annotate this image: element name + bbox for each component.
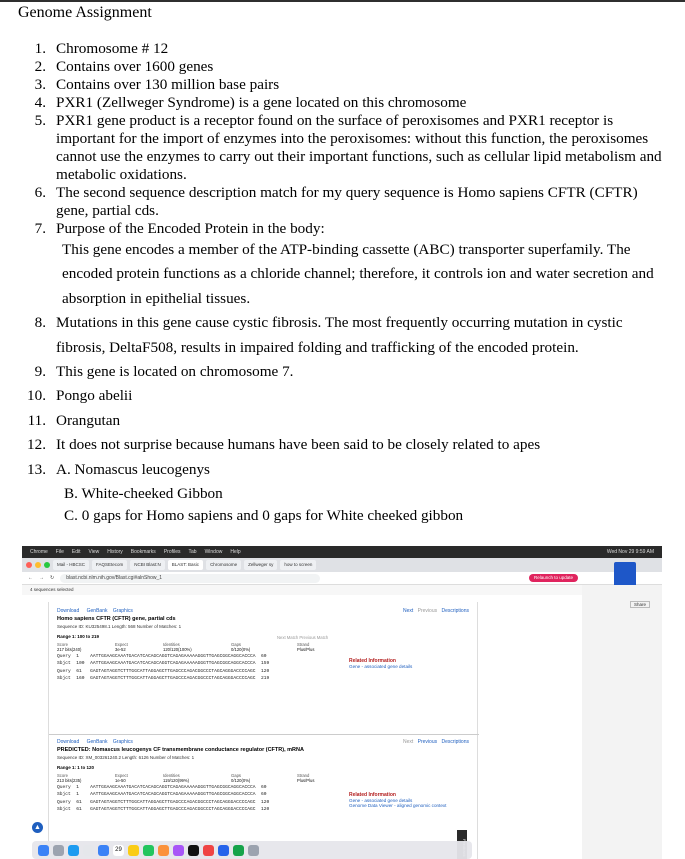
minimize-window-icon[interactable] xyxy=(35,562,41,568)
match-nav[interactable]: Next Match Previous Match xyxy=(277,635,329,640)
genbank-link[interactable]: GenBank xyxy=(86,608,108,614)
url-field[interactable]: blast.ncbi.nlm.nih.gov/Blast.cgi#alnShow_1 xyxy=(60,574,320,583)
back-icon[interactable]: ← xyxy=(28,575,33,581)
hit-nav xyxy=(403,608,469,614)
alignment-line: Query 61 GAGTAGTAGGTCTTTGGCATTAGGAGCTTGAGCCCAGACGGCCCTAGCAGGGACCCCAGC 120 xyxy=(57,800,270,806)
menu-item[interactable]: History xyxy=(107,549,123,555)
document-title: Genome Assignment xyxy=(18,4,152,21)
browser-tab[interactable]: NCBI Blast:N xyxy=(130,560,165,570)
hit-nav xyxy=(403,739,469,745)
right-panel xyxy=(582,585,662,859)
embedded-screenshot xyxy=(22,546,662,859)
reload-icon[interactable]: ↻ xyxy=(50,575,55,581)
graphics-link[interactable]: Graphics xyxy=(112,608,133,614)
divider xyxy=(49,734,479,735)
mac-dock xyxy=(32,841,472,859)
descriptions-link[interactable]: Descriptions xyxy=(441,739,469,745)
news-icon[interactable] xyxy=(203,845,214,856)
hit-meta: Sequence ID: KU325498.1 Length: 568 Number of Matches: 1 xyxy=(57,624,182,629)
hit-meta: Sequence ID: XM_003261240.2 Length: 6126 Number of Matches: 1 xyxy=(57,755,195,760)
list-item: 5. PXR1 gene product is a receptor found on the surface of peroxisomes and PXR1 receptor is important for the import of enzymes into the peroxisomes: without this function, the peroxisomes cannot use the enzymes to carry out their important functions, such as cellular lipid metabolism and metabolic oxidations. xyxy=(34,112,662,183)
menu-item[interactable]: Edit xyxy=(71,549,81,555)
range-label: Range 1: 1 to 120 xyxy=(57,765,95,770)
browser-tab[interactable]: Chromosome xyxy=(206,560,241,570)
menu-item[interactable]: Help xyxy=(230,549,241,555)
relaunch-button[interactable]: Relaunch to update xyxy=(529,574,578,582)
share-button[interactable]: Share xyxy=(630,601,650,608)
related-link[interactable]: Gene - associated gene details xyxy=(349,798,413,803)
list-item: 9. This gene is located on chromosome 7. xyxy=(34,363,294,381)
stats-values: 217 bits(240) 3e-52 120/120(100%) 0/120(0%) Plus/Plus xyxy=(57,647,315,652)
chrome-icon[interactable] xyxy=(83,845,94,856)
mac-menubar xyxy=(22,546,662,558)
list-item: 1. Chromosome # 12 xyxy=(34,40,169,57)
menu-item[interactable]: Window xyxy=(204,549,223,555)
alignment-line: Query 1 AATTGGAAGCAAATGACATCACAGCAGGTCAGAGAAAAAGGGTTGAGCGGCAGGCACCCA 60 xyxy=(57,785,267,790)
tv-icon[interactable] xyxy=(188,845,199,856)
browser-tab-active[interactable]: BLAST: Basic xyxy=(168,560,203,570)
excel-icon[interactable] xyxy=(233,845,244,856)
related-information: Related Information Gene - associated gene details Genome Data Viewer - aligned genomic context xyxy=(349,792,459,808)
download-link[interactable]: Download xyxy=(57,739,80,745)
alignment-block xyxy=(57,608,471,682)
menu-item[interactable]: Bookmarks xyxy=(130,549,156,555)
messages-icon[interactable] xyxy=(143,845,154,856)
launchpad-icon[interactable] xyxy=(53,845,64,856)
hit-title: Homo sapiens CFTR (CFTR) gene, partial cds xyxy=(57,616,176,622)
menu-item[interactable]: View xyxy=(88,549,100,555)
hit-title: PREDICTED: Nomascus leucogenys CF transmembrane conductance regulator (CFTR), mRNA xyxy=(57,747,304,753)
previous-link[interactable]: Previous xyxy=(417,739,438,745)
browser-tab[interactable]: Mail - HBCSC xyxy=(53,560,89,570)
descriptions-link[interactable]: Descriptions xyxy=(441,608,469,614)
menu-item[interactable]: Profiles xyxy=(163,549,181,555)
photos-icon[interactable] xyxy=(158,845,169,856)
list-item: 8. Mutations in this gene cause cystic fibrosis. The most frequently occurring mutation in cystic fibrosis, DeltaF508, results in impaired folding and trafficking of the encoded protein. xyxy=(34,314,623,356)
maximize-window-icon[interactable] xyxy=(44,562,50,568)
related-link[interactable]: Gene - associated gene details xyxy=(349,664,413,669)
list-item: 3. Contains over 130 million base pairs xyxy=(34,76,280,93)
list-item: 13. A. Nomascus leucogenys xyxy=(27,460,210,478)
range-label: Range 1: 100 to 219 xyxy=(57,634,100,639)
safari-icon[interactable] xyxy=(68,845,79,856)
browser-tab[interactable]: FAQSEtecom xyxy=(92,560,127,570)
list-item: 11. Orangutan xyxy=(27,411,121,429)
podcasts-icon[interactable] xyxy=(173,845,184,856)
word-icon[interactable] xyxy=(218,845,229,856)
list-item: 2. Contains over 1600 genes xyxy=(34,58,214,75)
close-window-icon[interactable] xyxy=(26,562,32,568)
clock: Wed Nov 29 9:59 AM xyxy=(606,549,654,555)
list-item: 12. It does not surprise because humans have been said to be closely related to apes xyxy=(27,436,541,454)
stats-header: Score Expect Identities Gaps Strand xyxy=(57,642,310,647)
scroll-up-icon[interactable]: ▲ xyxy=(32,822,43,833)
browser-tabbar xyxy=(22,558,662,572)
list-subitem: B. White-cheeked Gibbon xyxy=(64,485,223,503)
stats-header: Score Expect Identities Gaps Strand xyxy=(57,773,310,778)
genbank-link[interactable]: GenBank xyxy=(86,739,108,745)
related-link[interactable]: Genome Data Viewer - aligned genomic context xyxy=(349,803,447,808)
previous-link[interactable]: Previous xyxy=(417,608,438,614)
trash-icon[interactable] xyxy=(248,845,259,856)
calendar-icon[interactable]: 29 xyxy=(113,845,124,856)
browser-tab[interactable]: how to screen xyxy=(280,560,316,570)
forward-icon[interactable]: → xyxy=(39,575,44,581)
list-item: 7. Purpose of the Encoded Protein in the body: xyxy=(34,220,325,237)
assignment-list xyxy=(22,40,667,526)
notes-icon[interactable] xyxy=(128,845,139,856)
list-item: 10. Pongo abelii xyxy=(27,387,133,405)
list-subitem: C. 0 gaps for Homo sapiens and 0 gaps for White cheeked gibbon xyxy=(64,507,464,525)
protein-purpose-text: This gene encodes a member of the ATP-binding cassette (ABC) transporter superfamily. The encoded protein functions as a chloride channel; therefore, it controls ion and water secretion and absorption in epithelial tissues. xyxy=(62,241,654,307)
menu-item[interactable]: Tab xyxy=(188,549,197,555)
related-information: Related Information Gene - associated gene details xyxy=(349,658,459,669)
menu-item[interactable]: File xyxy=(55,549,64,555)
stats-values: 213 bits(235) 1e-50 119/120(99%) 0/120(0%) Plus/Plus xyxy=(57,778,315,783)
browser-tab[interactable]: Zellweger sy xyxy=(244,560,277,570)
selection-bar: 4 sequences selected xyxy=(22,585,582,595)
alignment-line: Sbjct 160 GAGTAGTAGGTCTTTGGCATTAGGAGCTTGAGCCCAGACGGCCCTAGCAGGGACCCCAGC 219 xyxy=(57,675,270,681)
list-item: 4. PXR1 (Zellweger Syndrome) is a gene located on this chromosome xyxy=(34,94,467,111)
alignment-line: Sbjct 1 AATTGGAAGCAAATGACATCACAGCAGGTCAGAGAAAAAGGGTTGAGCGGCAGGCACCCA 60 xyxy=(57,791,267,797)
alignment-line: Sbjct 100 AATTGGAAGCAAATGACATCACAGCAGGTCAGAGAAAAAGGGTTGAGCGGCAGGCACCCA 159 xyxy=(57,660,270,666)
address-bar-row xyxy=(22,572,662,585)
alignment-line: Query 61 GAGTAGTAGGTCTTTGGCATTAGGAGCTTGAGCCCAGACGGCCCTAGCAGGGACCCCAGC 120 xyxy=(57,669,270,675)
graphics-link[interactable]: Graphics xyxy=(112,739,133,745)
blast-results-page xyxy=(48,602,478,859)
download-link[interactable]: Download xyxy=(57,608,80,614)
mail-icon[interactable] xyxy=(98,845,109,856)
alignment-line: Query 1 AATTGGAAGCAAATGACATCACAGCAGGTCAGAGAAAAAGGGTTGAGCGGCAGGCACCCA 60 xyxy=(57,654,267,659)
top-rule xyxy=(0,0,685,2)
next-link[interactable]: Next xyxy=(402,608,414,614)
alignment-line: Sbjct 61 GAGTAGTAGGTCTTTGGCATTAGGAGCTTGAGCCCAGACGGCCCTAGCAGGGACCCCAGC 120 xyxy=(57,806,270,812)
menu-item[interactable]: Chrome xyxy=(30,549,48,555)
list-item: 6. The second sequence description match for my query sequence is Homo sapiens CFTR (CFTR) gene, partial cds. xyxy=(34,184,638,219)
finder-icon[interactable] xyxy=(38,845,49,856)
next-link[interactable]: Next xyxy=(402,739,414,745)
